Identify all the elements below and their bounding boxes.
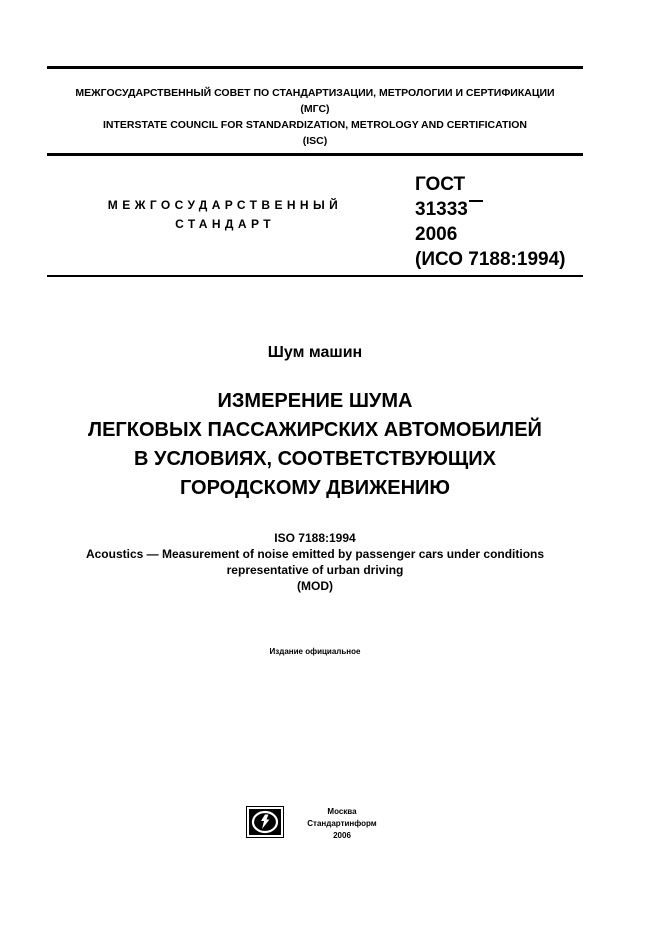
council-abbr-ru: (МГС) — [300, 103, 330, 115]
standard-type — [60, 196, 390, 234]
main-title — [0, 387, 630, 503]
series-title: Шум машин — [267, 344, 363, 361]
title-line: ГОРОДСКОМУ ДВИЖЕНИЮ — [179, 477, 451, 499]
iso-title-line2: representative of urban driving — [226, 563, 404, 577]
gost-number-line — [415, 197, 565, 222]
gost-dash — [469, 200, 483, 202]
standard-designation — [415, 172, 565, 272]
edition-note: Издание официальное — [269, 647, 361, 656]
standard-type-line1: МЕЖГОСУДАРСТВЕННЫЙ — [107, 198, 343, 212]
iso-code: ISO 7188:1994 — [274, 531, 356, 545]
council-name-ru: МЕЖГОСУДАРСТВЕННЫЙ СОВЕТ ПО СТАНДАРТИЗАЦИИ, МЕТРОЛОГИИ И СЕРТИФИКАЦИИ — [75, 87, 555, 99]
top-rule — [47, 66, 583, 69]
gost-prefix: ГОСТ — [415, 174, 466, 195]
gost-number: 31333 — [415, 199, 468, 220]
standartinform-logo-icon — [246, 806, 284, 838]
council-name-en: INTERSTATE COUNCIL FOR STANDARDIZATION, METROLOGY AND CERTIFICATION — [102, 119, 528, 131]
middle-rule — [47, 153, 583, 156]
title-line: ИЗМЕРЕНИЕ ШУМА — [217, 390, 413, 412]
standard-type-line2: СТАНДАРТ — [175, 217, 275, 231]
council-header — [47, 85, 583, 149]
iso-title-line1: Acoustics — Measurement of noise emitted by passenger cars under conditions — [85, 547, 545, 561]
iso-reference — [0, 530, 630, 594]
bottom-rule — [47, 275, 583, 277]
publisher-year: 2006 — [333, 831, 351, 840]
publisher — [284, 806, 400, 842]
council-abbr-en: (ISC) — [302, 135, 328, 147]
title-line: В УСЛОВИЯХ, СООТВЕТСТВУЮЩИХ — [134, 448, 496, 470]
logo-svg — [246, 806, 284, 838]
publisher-name: Стандартинформ — [307, 819, 377, 828]
gost-year: 2006 — [415, 224, 458, 245]
publisher-city: Москва — [327, 807, 357, 816]
gost-iso-ref: (ИСО 7188:1994) — [415, 249, 566, 270]
title-line: ЛЕГКОВЫХ ПАССАЖИРСКИХ АВТОМОБИЛЕЙ — [88, 419, 542, 441]
iso-mod: (MOD) — [297, 579, 333, 593]
